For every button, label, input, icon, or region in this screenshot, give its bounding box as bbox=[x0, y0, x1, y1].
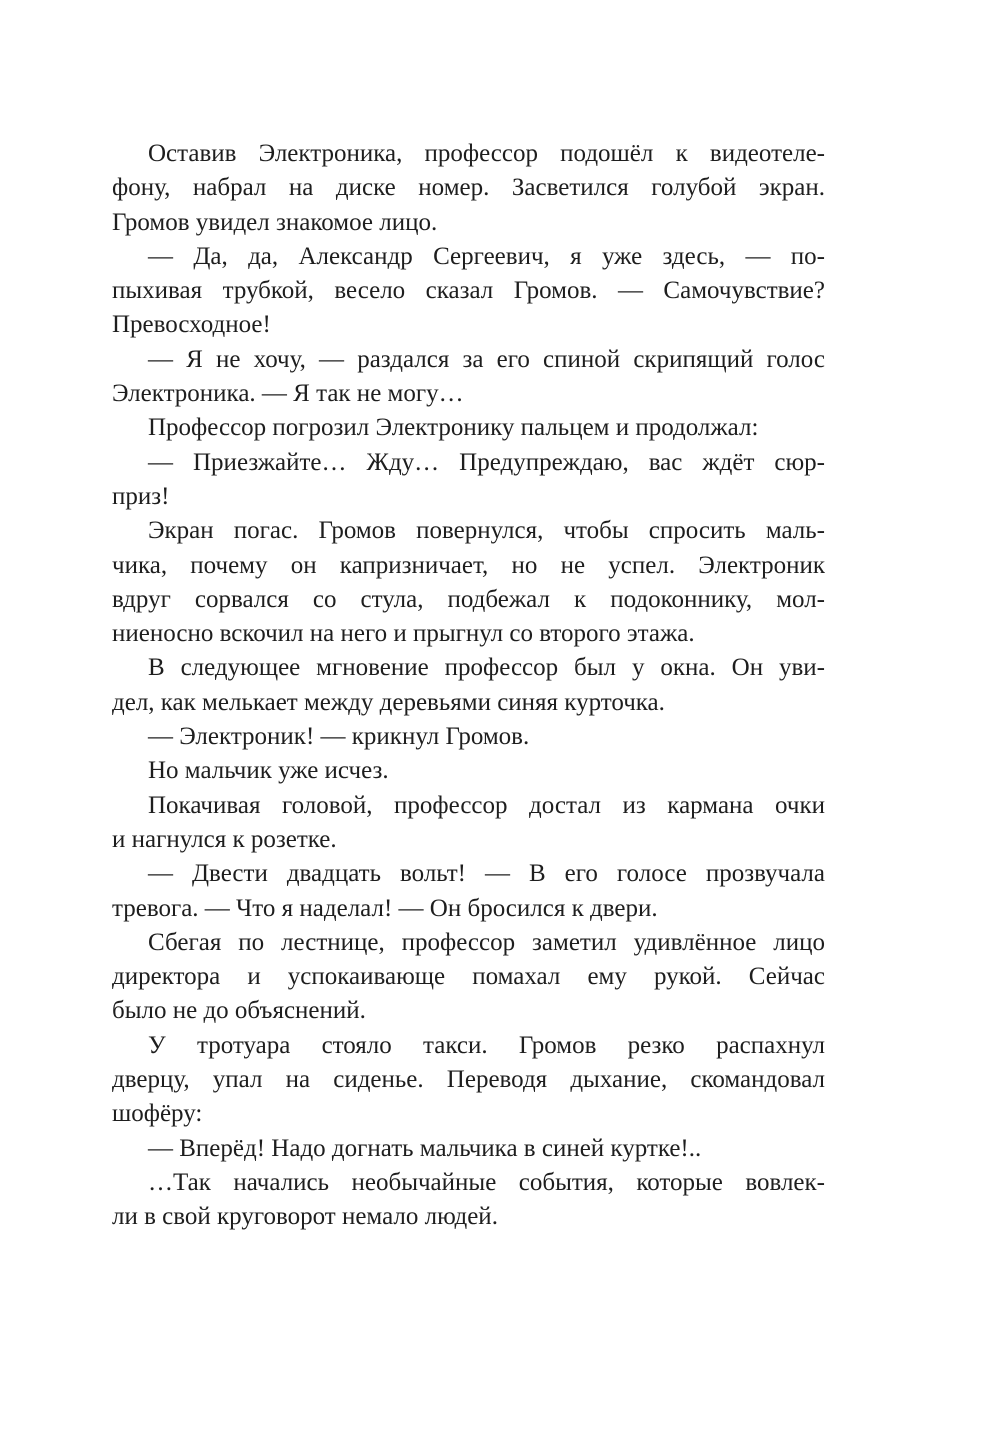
text-line: — Вперёд! Надо догнать мальчика в синей куртке!.. bbox=[148, 1134, 702, 1162]
text-line: Сбегая по лестнице, профессор заметил удивлённое лицо bbox=[148, 928, 825, 956]
text-line: дел, как мелькает между деревьями синяя курточка. bbox=[112, 688, 665, 716]
text-line: В следующее мгновение профессор был у окна. Он уви- bbox=[148, 654, 825, 682]
text-line: и нагнулся к розетке. bbox=[112, 825, 337, 853]
text-line: пыхивая трубкой, весело сказал Громов. — Самочувствие? bbox=[112, 277, 825, 305]
text-line: …Так начались необычайные события, которые вовлек- bbox=[148, 1168, 825, 1196]
text-line: Экран погас. Громов повернулся, чтобы спросить маль- bbox=[148, 517, 825, 545]
text-line: — Я не хочу, — раздался за его спиной скрипящий голос bbox=[148, 345, 825, 373]
text-line: — Электроник! — крикнул Громов. bbox=[148, 723, 530, 751]
text-line: Но мальчик уже исчез. bbox=[148, 757, 389, 785]
text-line: чика, почему он капризничает, но не успел. Электроник bbox=[112, 551, 825, 579]
text-line: — Да, да, Александр Сергеевич, я уже здесь, — по- bbox=[148, 242, 825, 270]
text-line: тревога. — Что я наделал! — Он бросился к двери. bbox=[112, 894, 658, 922]
text-line: Профессор погрозил Электронику пальцем и продолжал: bbox=[148, 414, 759, 442]
text-line: вдруг сорвался со стула, подбежал к подоконнику, мол- bbox=[112, 585, 825, 613]
text-line: Покачивая головой, профессор достал из кармана очки bbox=[148, 791, 825, 819]
text-line: ли в свой круговорот немало людей. bbox=[112, 1203, 498, 1231]
book-page-text bbox=[112, 137, 825, 1235]
text-line: — Двести двадцать вольт! — В его голосе прозвучала bbox=[148, 860, 825, 888]
text-line: шофёру: bbox=[112, 1100, 203, 1128]
text-line: У тротуара стояло такси. Громов резко распахнул bbox=[148, 1031, 825, 1059]
text-line: приз! bbox=[112, 482, 170, 510]
text-line: Оставив Электроника, профессор подошёл к видеотеле- bbox=[148, 140, 825, 167]
text-line: фону, набрал на диске номер. Засветился голубой экран. bbox=[112, 174, 825, 202]
text-line: — Приезжайте… Жду… Предупреждаю, вас ждёт сюр- bbox=[148, 448, 825, 476]
text-line: ниеносно вскочил на него и прыгнул со второго этажа. bbox=[112, 620, 695, 648]
text-line: было не до объяснений. bbox=[112, 997, 366, 1025]
text-line: директора и успокаивающе помахал ему рукой. Сейчас bbox=[112, 963, 825, 991]
text-line: Электроника. — Я так не могу… bbox=[112, 380, 464, 408]
text-line: дверцу, упал на сиденье. Переводя дыхание, скомандовал bbox=[112, 1066, 825, 1094]
text-line: Превосходное! bbox=[112, 311, 271, 339]
text-line: Громов увидел знакомое лицо. bbox=[112, 208, 438, 236]
